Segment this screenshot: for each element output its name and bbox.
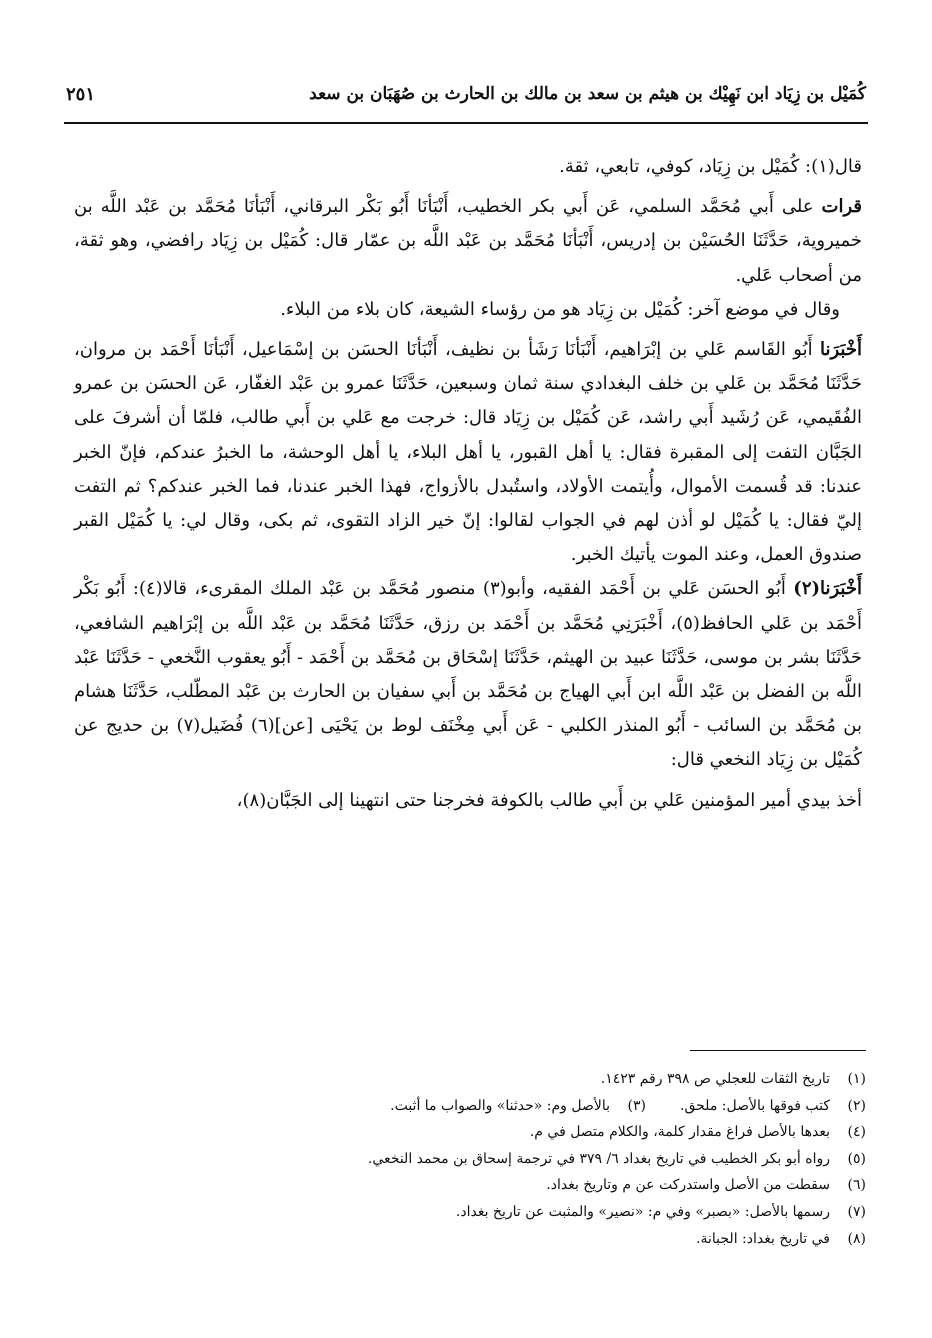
footnote-4-text: بعدها بالأصل فراغ مقدار كلمة، والكلام متصل في م.	[529, 1124, 830, 1141]
footnotes	[70, 1066, 866, 1252]
footnote-7-number: (٧)	[847, 1203, 866, 1220]
paragraph-4	[74, 333, 862, 572]
paragraph-4-text: أَبُو القَاسم عَلي بن إبْرَاهيم، أَنْبَأنَا رَشَأ بن نظيف، أَنْبَأنَا الحسَن بن إسْمَاعيل، أَنْبَأنَا أَحْمَد بن مروان، حَدَّثَنَا مُحَمَّد بن عَلي بن خلف البغدادي سنة ثمان وسبعين، حَدَّثَنَا عمرو بن عَبْد الغفّار، عَن الحسَن بن عمرو الفُقَيمي، عَن رُشَيد أَبي راشد، عَن كُمَيْل بن زِيَاد قال: خرجت مع عَلي بن أَبي طالب، فلمّا أن أشرفَ على الجَبَّان التفت إلى المقبرة فقال: يا أهل القبور، يا أهل البلاء، يا أهل الوحشة، ما الخبرُ عندكم، فإنّ الخبر عندنا: قد قُسمت الأموال، وأُيتمت الأولاد، واستُبدل بالأزواج، فهذا الخبر عندنا، فما الخبر عندكم؟ ثم التفت إليّ فقال: يا كُمَيْل لو أذن لهم في الجواب لقالوا: إنّ خير الزاد التقوى، ثم بكى، وقال لي: يا كُمَيْل القبر صندوق العمل، وعند الموت يأتيك الخبر.	[74, 339, 862, 566]
paragraph-3: وقال في موضع آخر: كُمَيْل بن زِيَاد هو من رؤساء الشيعة، كان بلاء من البلاء.	[280, 298, 840, 320]
footnote-4-number: (٤)	[847, 1124, 866, 1141]
header-rule	[64, 122, 868, 124]
footnote-7	[70, 1199, 866, 1226]
footnote-3-text: بالأصل وم: «حدثنا» والصواب ما أثبت.	[390, 1097, 611, 1114]
paragraph-5-lead: أَخْبَرَنا(٢)	[793, 578, 862, 600]
footnote-2-number: (٢)	[847, 1097, 866, 1114]
footnote-5-number: (٥)	[847, 1150, 866, 1167]
paragraph-5	[74, 572, 862, 777]
footnote-7-text: رسمها بالأصل: «بصبر» وفي م: «نصير» والمثبت عن تاريخ بغداد.	[455, 1203, 830, 1220]
footnote-8-text: في تاريخ بغداد: الجبانة.	[696, 1230, 830, 1247]
footnote-8	[70, 1226, 866, 1253]
footnote-5-text: رواه أبو بكر الخطيب في تاريخ بغداد ٦/ ٣٧٩ في ترجمة إسحاق بن محمد النخعي.	[367, 1150, 830, 1167]
footnote-5	[70, 1146, 866, 1173]
footnote-3	[390, 1093, 646, 1120]
footnote-4	[70, 1119, 866, 1146]
footnote-6-number: (٦)	[847, 1177, 866, 1194]
running-title: كُمَيْل بن زِيَاد ابن نَهِيْك بن هيثم بن سعد بن مالك بن الحارث بن صُهَبَان بن سعد	[309, 84, 866, 104]
footnote-6-text: سقطت من الأصل واستدركت عن م وتاريخ بغداد.	[546, 1177, 830, 1194]
footnote-rule	[690, 1050, 866, 1051]
footnote-3-number: (٣)	[627, 1097, 647, 1114]
footnote-1-text: تاريخ الثقات للعجلي ص ٣٩٨ رقم ١٤٢٣.	[600, 1071, 830, 1087]
paragraph-2-lead: قرات	[821, 196, 862, 218]
footnote-2-text: كتب فوقها بالأصل: ملحق.	[680, 1097, 830, 1114]
paragraph-5-text: أَبُو الحسَن عَلي بن أَحْمَد الفقيه، وأبو(٣) منصور مُحَمَّد بن عَبْد الملك المقرىء، قالا(٤): أَبُو بَكْر أَحْمَد بن عَلي الحافظ(٥)، أَخْبَرَنِي مُحَمَّد بن أَحْمَد بن رزق، حَدَّثَنَا مُحَمَّد بن عَبْد اللَّه بن إبْرَاهيم الشافعي، حَدَّثَنَا بشر بن موسى، حَدَّثَنَا عبيد بن الهيثم، حَدَّثَنَا إسْحَاق بن مُحَمَّد بن أَحْمَد - أَبُو يعقوب النَّخعي - حَدَّثَنَا عَبْد اللَّه بن الفضل بن عَبْد اللَّه ابن أَبي الهياج بن مُحَمَّد بن أَبي سفيان بن الحارث بن عَبْد المطّلب، حَدَّثَنَا هشام بن مُحَمَّد بن السائب - أَبُو المنذر الكلبي - عَن أَبي مِخْنَف لوط بن يَحْيَى [عن](٦) فُضَيل(٧) بن حديج عن كُمَيْل بن زِيَاد النخعي قال:	[74, 578, 863, 771]
page-number: ٢٥١	[66, 84, 96, 105]
page-header	[66, 80, 866, 118]
paragraph-6: أخذ بيدي أمير المؤمنين عَلي بن أَبي طالب بالكوفة فخرجنا حتى انتهينا إلى الجَبَّان(٨)،	[236, 789, 862, 811]
footnote-2-3	[70, 1093, 866, 1120]
footnote-8-number: (٨)	[847, 1230, 866, 1247]
paragraph-1: قال(١): كُمَيْل بن زِيَاد، كوفي، تابعي، ثقة.	[559, 156, 862, 177]
main-text	[74, 150, 862, 818]
footnote-1	[70, 1066, 866, 1093]
paragraph-2-text: على أَبي مُحَمَّد السلمي، عَن أَبي بكر الخطيب، أَنْبَأنَا أَبُو بَكْر البرقاني، أَنْبَأنَا مُحَمَّد بن عَبْد اللَّه بن خميروية، حَدَّثَنَا الحُسَيْن بن إدريس، أَنْبَأنَا مُحَمَّد بن عَبْد اللَّه بن عمّار قال: كُمَيْل بن زِيَاد رافضي، وهو ثقة، من أصحاب عَلي.	[74, 196, 862, 286]
footnote-1-number: (١)	[847, 1071, 866, 1087]
footnote-6	[70, 1172, 866, 1199]
paragraph-2	[74, 190, 862, 293]
paragraph-4-lead: أَخْبَرَنا	[820, 339, 862, 361]
